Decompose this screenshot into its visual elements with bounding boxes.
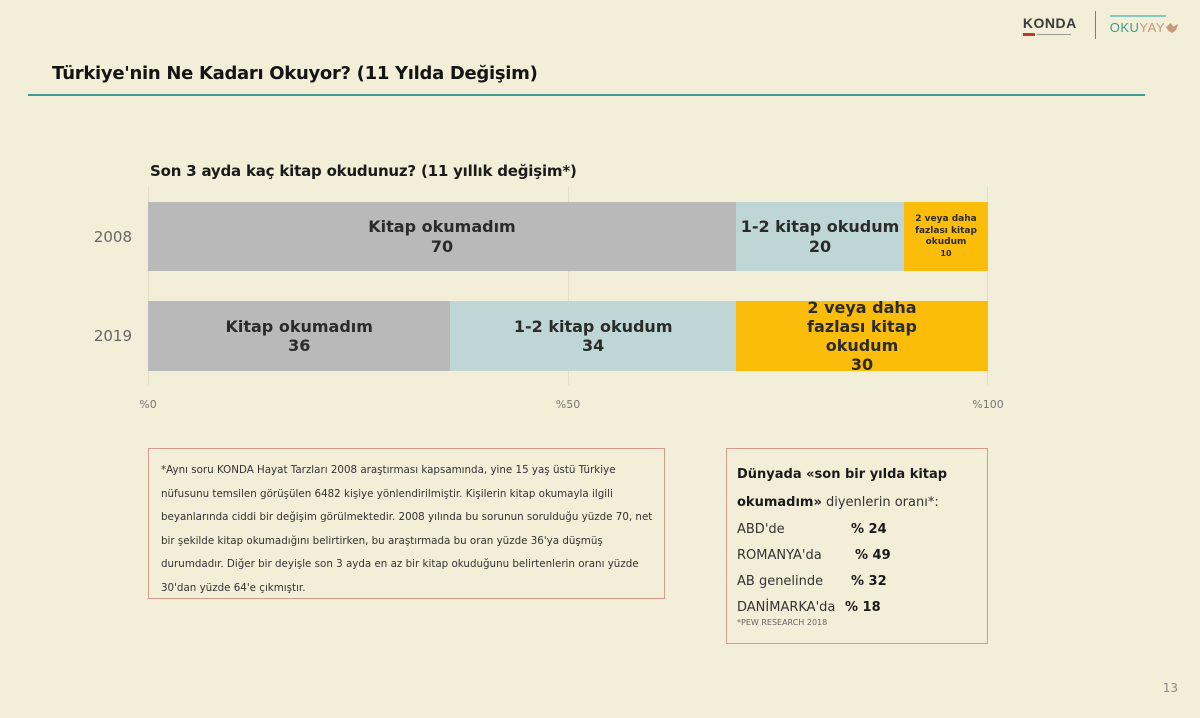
world-row-romanya: ROMANYA'da % 49 <box>737 548 891 563</box>
page-number: 13 <box>1162 681 1178 695</box>
year-label-2008: 2008 <box>93 228 132 246</box>
footnote-text: *Aynı soru KONDA Hayat Tarzları 2008 araştırması kapsamında, yine 15 yaş üstü Türkiye nüfusunu temsilen görüşülen 6482 kişiye yönlendirilmiştir. Kişilerin kitap okumayla ilgili beyanlarında ciddi bir değişim görülmektedir. 2008 yılında bu sorunun sorulduğu yüzde 70, net bir şekilde kitap okumadığını belirtirken, bu araştırmada bu oran yüzde 36'ya düşmüş durumdadır. Diğer bir deyişle son 3 ayda en az bir kitap okuduğunu belirtenlerin oranı yüzde 30'dan yüzde 64'e çıkmıştır. <box>161 464 653 594</box>
world-row-ab: AB genelinde % 32 <box>737 574 887 589</box>
logos <box>1023 10 1178 40</box>
stacked-bar-chart <box>148 187 988 385</box>
world-row-danimarka: DANİMARKA'da % 18 <box>737 600 881 615</box>
bird-icon <box>1166 23 1178 33</box>
segment-not-read-2008: Kitap okumadım 70 <box>148 202 736 271</box>
bar-2008 <box>148 202 988 271</box>
world-row-abd: ABD'de % 24 <box>737 522 887 537</box>
bar-2019 <box>148 297 988 375</box>
segment-two-plus-2008: 2 veya daha fazlası kitap okudum 10 <box>904 202 988 271</box>
segment-two-plus-2019: 2 veya daha fazlası kitap okudum 30 <box>736 301 988 371</box>
chart-title: Son 3 ayda kaç kitap okudunuz? (11 yıllık değişim*) <box>150 162 577 180</box>
segment-not-read-2019: Kitap okumadım 36 <box>148 301 450 371</box>
x-tick-50: %50 <box>555 398 581 411</box>
x-tick-100: %100 <box>972 398 1004 411</box>
title-divider <box>28 94 1145 96</box>
segment-one-two-2008: 1-2 kitap okudum 20 <box>736 202 904 271</box>
footnote-box <box>148 448 665 599</box>
world-comparison-box <box>726 448 988 644</box>
world-source: *PEW RESEARCH 2018 <box>737 618 828 627</box>
world-box-title: Dünyada «son bir yılda kitap okumadım» diyenlerin oranı*: <box>737 467 948 510</box>
logo-divider <box>1095 11 1096 39</box>
x-tick-0: %0 <box>139 398 157 411</box>
konda-logo: KONDA <box>1023 15 1077 36</box>
segment-one-two-2019: 1-2 kitap okudum 34 <box>450 301 736 371</box>
okuyay-logo: OKUYAY <box>1110 15 1178 35</box>
page-title: Türkiye'nin Ne Kadarı Okuyor? (11 Yılda Değişim) <box>52 63 538 84</box>
year-label-2019: 2019 <box>93 327 132 345</box>
